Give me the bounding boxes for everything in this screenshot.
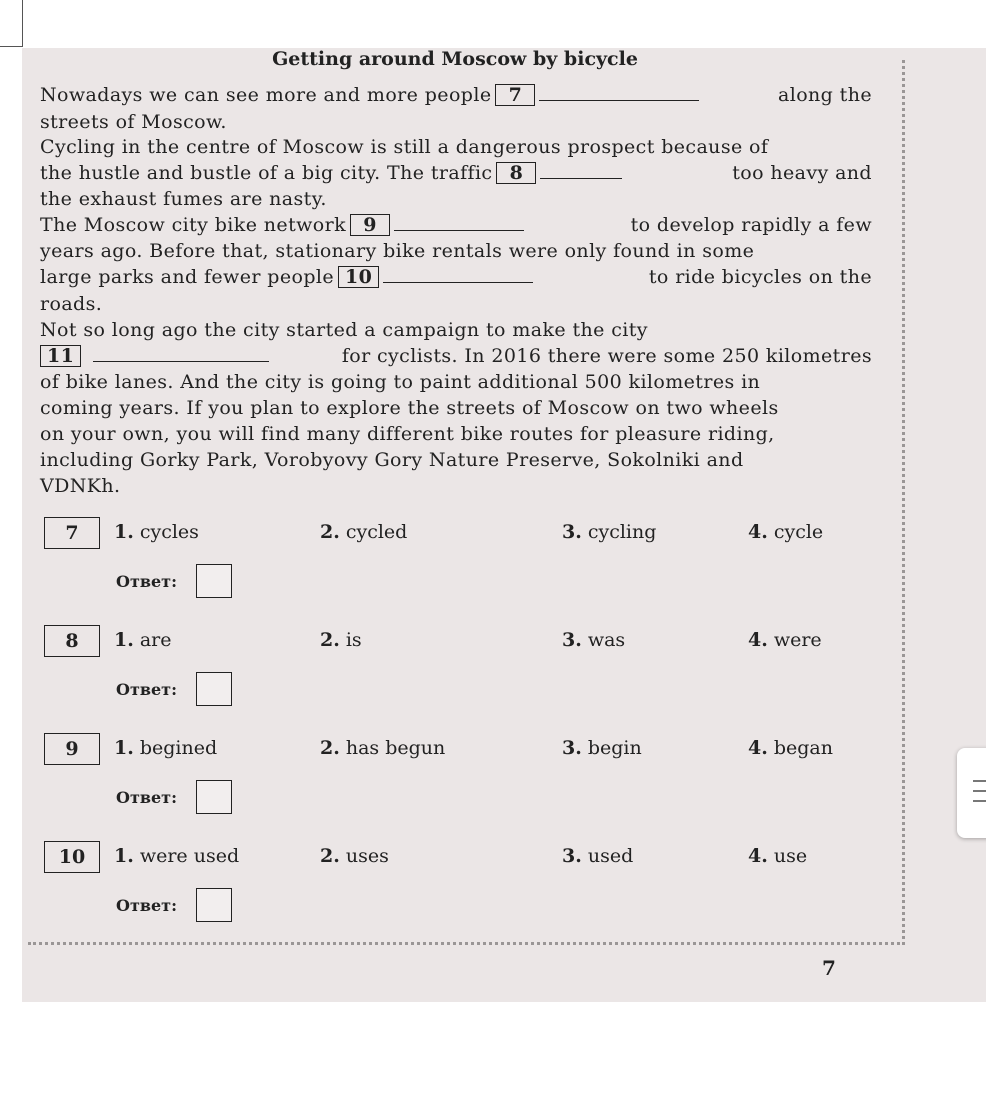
answer-box-9[interactable] (196, 780, 232, 814)
option-8-3[interactable]: 3. was (562, 629, 626, 651)
text-line-5: the exhaust fumes are nasty. (40, 188, 327, 210)
option-10-3[interactable]: 3. used (562, 845, 634, 867)
option-7-2[interactable]: 2. cycled (320, 521, 408, 543)
answer-label-8: Ответ: (116, 680, 177, 699)
menu-icon-bar (973, 780, 986, 782)
text-line-12: of bike lanes. And the city is going to paint additional 500 kilometres in (40, 371, 761, 393)
blank-8 (540, 162, 622, 179)
text-line-11: 11 for cyclists. In 2016 there were some 250 kilometres (40, 345, 872, 367)
answer-label-9: Ответ: (116, 788, 177, 807)
gap-number-8: 8 (496, 162, 536, 184)
text-line-6: The Moscow city bike network 9 to develop rapidly a few (40, 214, 872, 236)
answer-box-10[interactable] (196, 888, 232, 922)
blank-7 (539, 84, 699, 101)
text-line-8: large parks and fewer people 10 to ride bicycles on the (40, 266, 872, 288)
page-title: Getting around Moscow by bicycle (272, 48, 638, 70)
text-line-4: the hustle and bustle of a big city. The traffic 8 too heavy and (40, 162, 872, 184)
page-number: 7 (822, 956, 836, 980)
text-line-16: VDNKh. (40, 475, 121, 497)
question-number-8: 8 (44, 625, 100, 657)
option-9-3[interactable]: 3. begin (562, 737, 642, 759)
text-line-10: Not so long ago the city started a campaign to make the city (40, 319, 648, 341)
gap-number-9: 9 (350, 214, 390, 236)
question-number-7: 7 (44, 517, 100, 549)
blank-10 (383, 266, 533, 283)
menu-icon-bar (973, 790, 986, 792)
corner-line (0, 0, 23, 47)
answer-box-8[interactable] (196, 672, 232, 706)
answer-label-10: Ответ: (116, 896, 177, 915)
answer-box-7[interactable] (196, 564, 232, 598)
option-9-1[interactable]: 1. begined (114, 737, 218, 759)
option-8-4[interactable]: 4. were (748, 629, 822, 651)
menu-icon-bar (973, 800, 986, 802)
blank-11 (93, 345, 269, 362)
gap-number-10: 10 (338, 266, 379, 288)
option-10-4[interactable]: 4. use (748, 845, 808, 867)
question-number-9: 9 (44, 733, 100, 765)
option-7-4[interactable]: 4. cycle (748, 521, 824, 543)
text-line-2: streets of Moscow. (40, 111, 227, 133)
option-7-3[interactable]: 3. cycling (562, 521, 657, 543)
blank-9 (394, 214, 524, 231)
gap-number-7: 7 (495, 84, 535, 106)
question-number-10: 10 (44, 841, 100, 873)
option-10-2[interactable]: 2. uses (320, 845, 389, 867)
text-line-3: Cycling in the centre of Moscow is still a dangerous prospect because of (40, 136, 769, 158)
text-line-9: roads. (40, 293, 103, 315)
text-line-13: coming years. If you plan to explore the streets of Moscow on two wheels (40, 397, 779, 419)
option-8-1[interactable]: 1. are (114, 629, 172, 651)
option-10-1[interactable]: 1. were used (114, 845, 240, 867)
option-8-2[interactable]: 2. is (320, 629, 362, 651)
side-menu-handle[interactable] (957, 748, 986, 838)
option-7-1[interactable]: 1. cycles (114, 521, 199, 543)
option-9-2[interactable]: 2. has begun (320, 737, 446, 759)
text-line-14: on your own, you will find many different bike routes for pleasure riding, (40, 423, 775, 445)
text-line-15: including Gorky Park, Vorobyovy Gory Nature Preserve, Sokolniki and (40, 449, 744, 471)
answer-label-7: Ответ: (116, 572, 177, 591)
text-line-7: years ago. Before that, stationary bike rentals were only found in some (40, 240, 755, 262)
option-9-4[interactable]: 4. began (748, 737, 833, 759)
text-line-1: Nowadays we can see more and more people 7 along the (40, 84, 872, 106)
gap-number-11: 11 (40, 345, 81, 367)
